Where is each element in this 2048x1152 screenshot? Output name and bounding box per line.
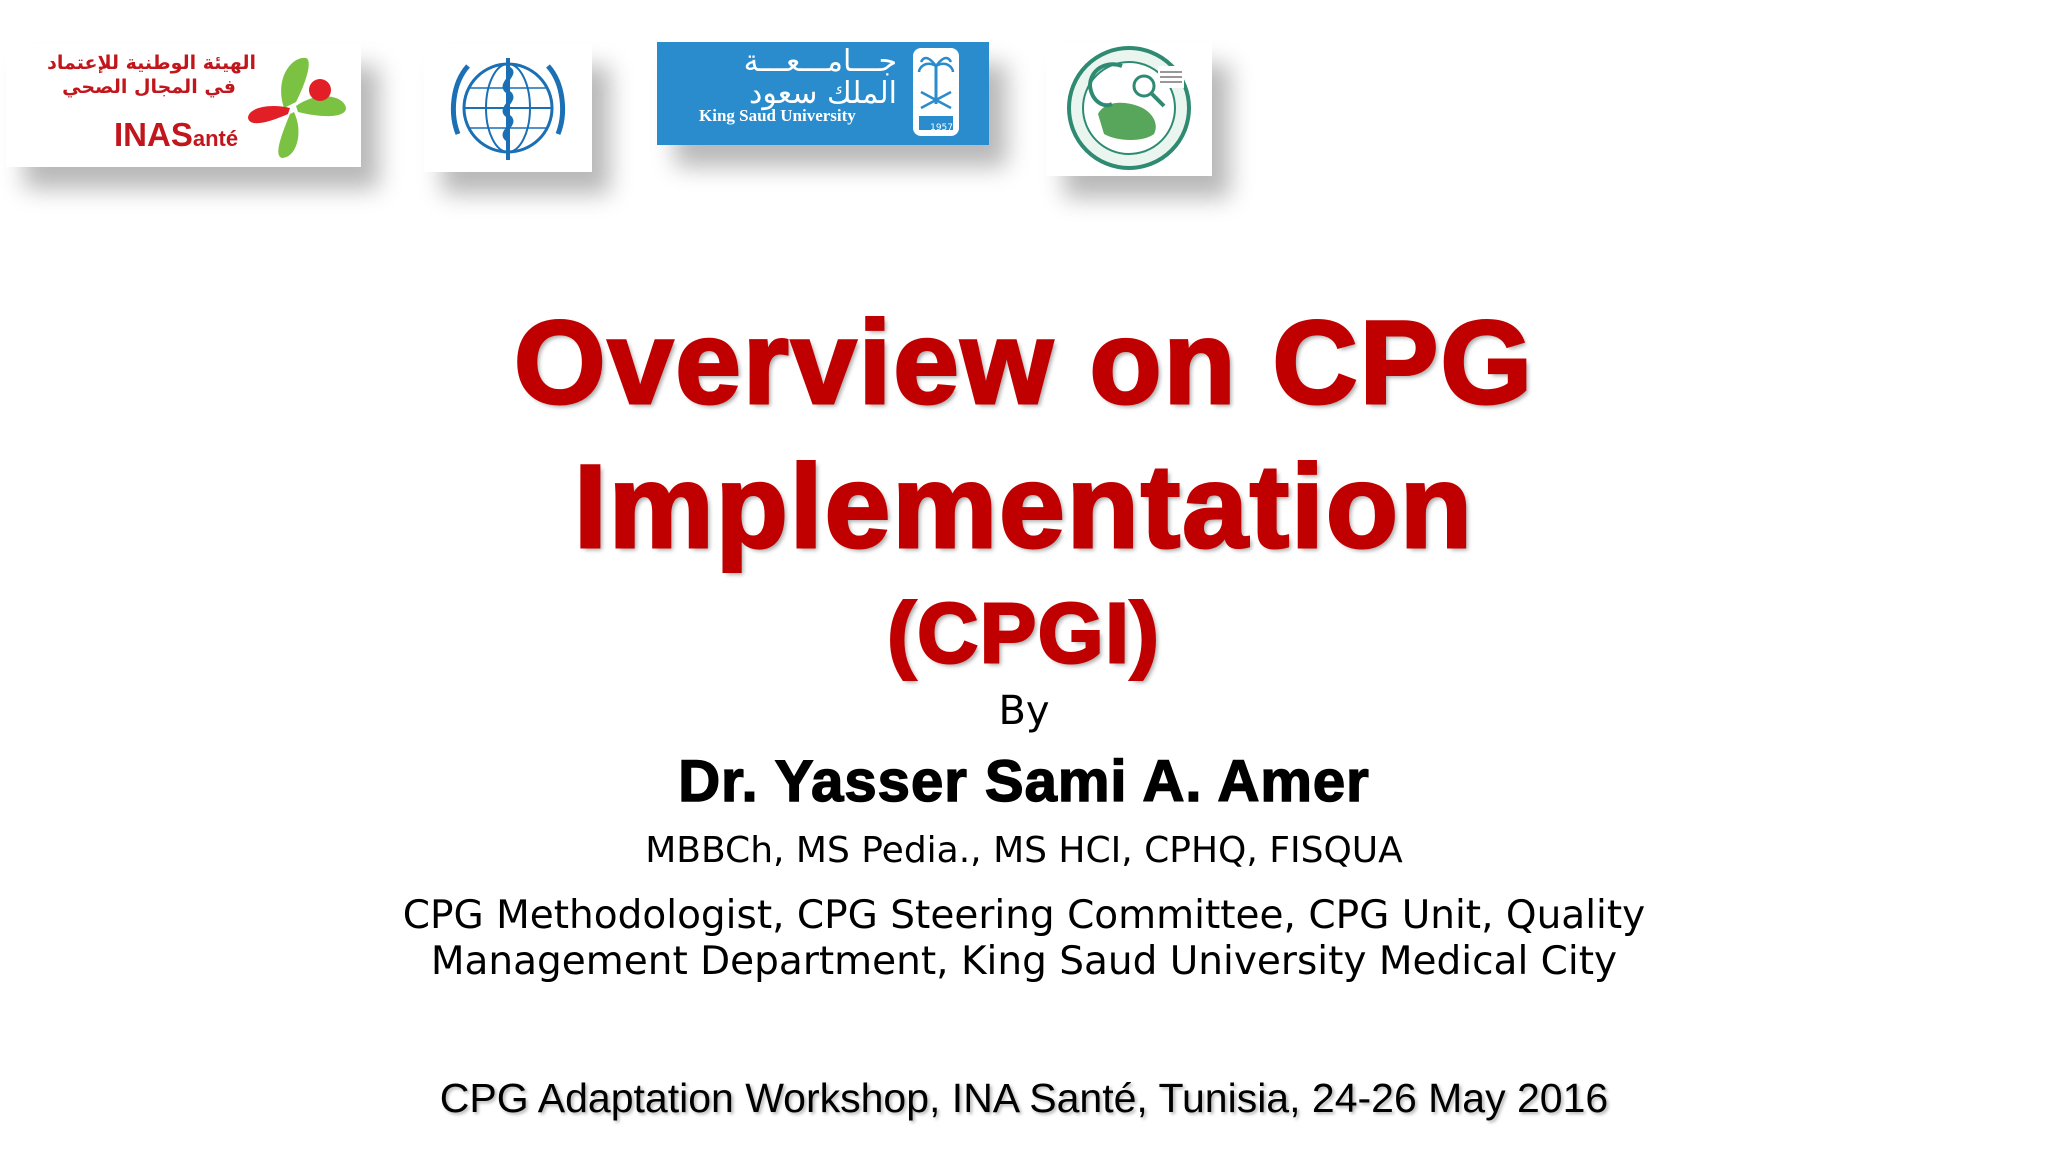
by-label: By: [998, 688, 1050, 734]
affiliation-line-1: CPG Methodologist, CPG Steering Committee, CPG Unit, Quality: [402, 893, 1646, 938]
inas-cross-icon: [244, 48, 356, 166]
slide-title-line-1: Overview on CPG: [513, 297, 1535, 429]
slide-title-line-2: Implementation: [574, 441, 1474, 573]
author-affiliation: [0, 893, 2048, 985]
ksu-english-name: King Saud University: [699, 106, 856, 125]
inas-arabic-line1: الهيئة الوطنية للإعتماد: [47, 52, 256, 74]
slide-title-acronym: (CPGI): [887, 586, 1161, 680]
workshop-footer: CPG Adaptation Workshop, INA Santé, Tunisia, 24-26 May 2016: [439, 1075, 1609, 1121]
inas-wordmark: [114, 116, 238, 154]
affiliation-line-2: Management Department, King Saud University Medical City: [430, 939, 1618, 984]
inas-wordmark-suffix: anté: [192, 126, 239, 151]
king-saud-university-logo: [657, 42, 989, 145]
ksu-year: 1957: [930, 123, 953, 133]
ksu-arabic-line1: جـــامـــعـــة: [743, 44, 897, 79]
inas-wordmark-main: INAS: [114, 116, 193, 153]
author-credentials: MBBCh, MS Pedia., MS HCI, CPHQ, FISQUA: [645, 830, 1403, 871]
author-name: Dr. Yasser Sami A. Amer: [678, 749, 1370, 814]
who-emblem-icon: [424, 44, 592, 172]
ksu-arabic-line2: الملك سعود: [748, 76, 897, 111]
stethoscope-map-emblem-icon: [1046, 42, 1212, 176]
inas-arabic-line2: في المجال الصحي: [62, 76, 236, 98]
health-care-knowledge-center-logo: [1046, 42, 1212, 176]
inas-sante-logo: [6, 44, 361, 167]
who-logo: [424, 44, 592, 172]
